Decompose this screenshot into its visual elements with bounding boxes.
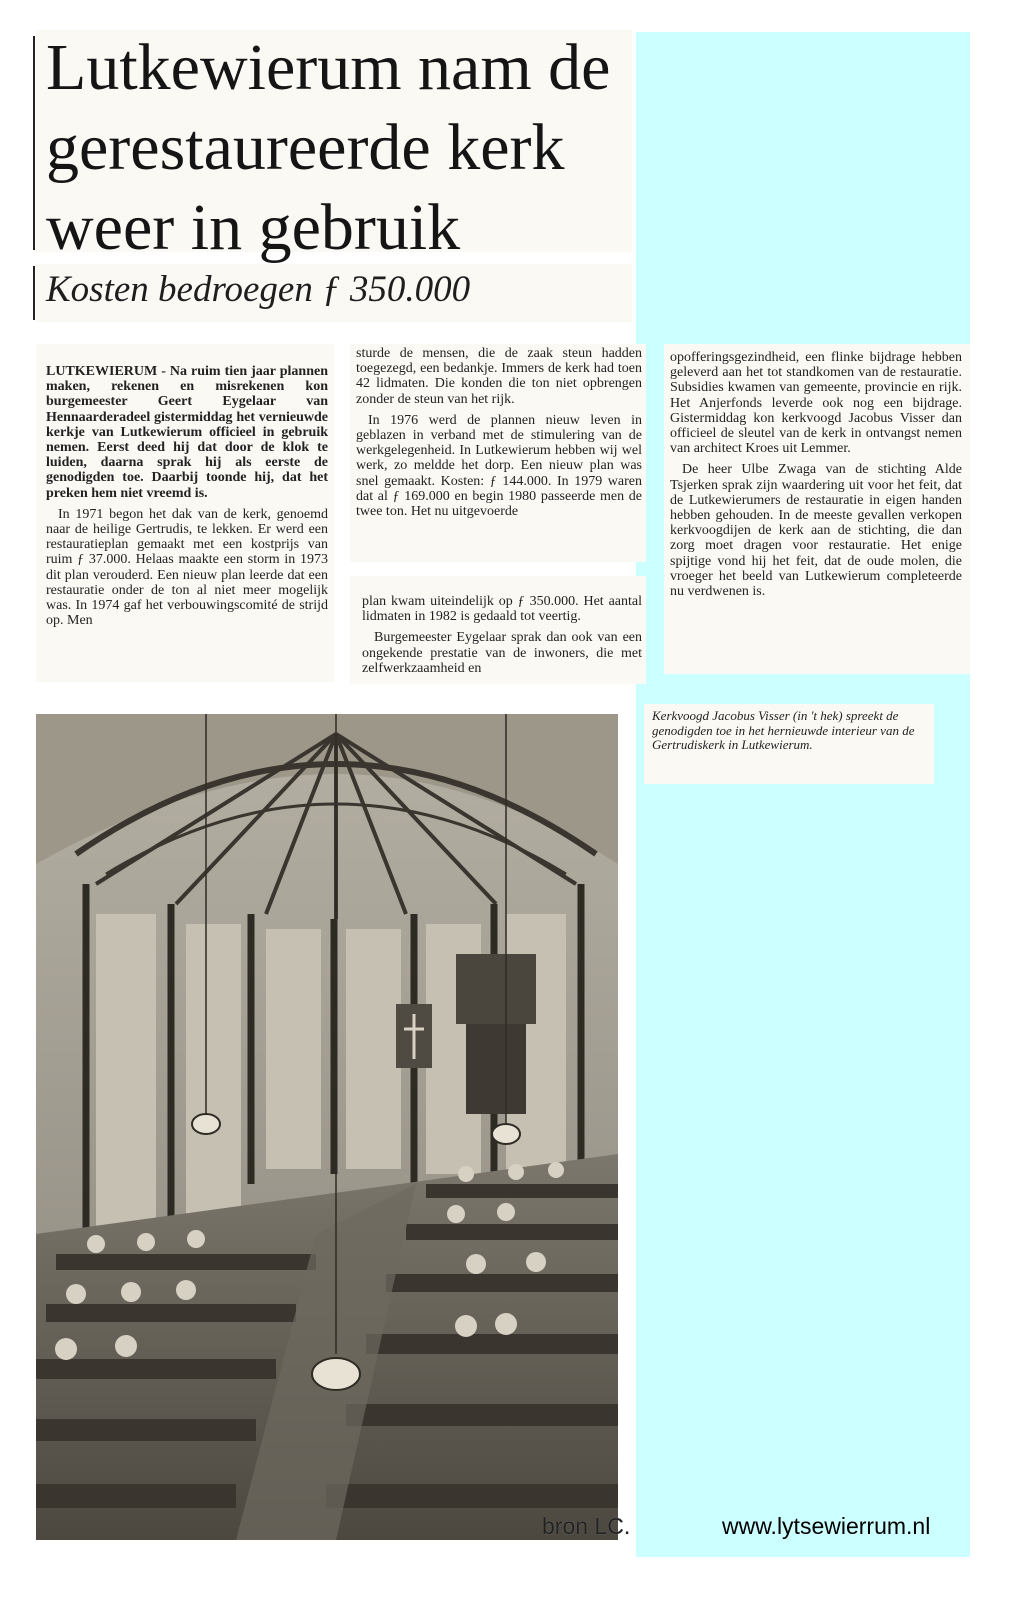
church-interior-photo [36, 714, 618, 1540]
column-3-paragraph-2: De heer Ulbe Zwaga van de stichting Alde Tsjerken sprak zijn waardering uit voor het feit, dat de Lutkewierumers de restauratie in eigen handen hebben gehouden. In de meeste gevallen verkopen kerkvoogdijen de kerk aan de stichting, die dan zorg moet dragen voor restauratie. Het enige spijtige vond hij het feit, dat de oude molen, die vroeger het beeld van Lutkewierum completeerde nu verdwenen is. [670, 462, 962, 600]
source-credit: bron LC. [542, 1513, 631, 1539]
lede-paragraph: LUTKEWIERUM - Na ruim tien jaar plannen maken, rekenen en misrekenen kon burgemeester Geert Eygelaar van Hennaarderadeel gistermiddag het vernieuwde kerkje van Lutkewierum officieel in gebruik nemen. Eerst deed hij dat door de klok te luiden, daarna sprak hij als eerste de genodigden toe. Daarbij toonde hij, dat het preken hem niet vreemd is. [46, 364, 328, 501]
column-3-paragraph-1: opofferingsgezindheid, een flinke bijdrage hebben geleverd aan het tot standkomen van de restauratie. Subsidies kwamen van gemeente, provincie en rijk. Het Anjerfonds leverde ook nog een bijdrage. Gistermiddag kon kerkvoogd Jacobus Visser dan officieel de sleutel van de kerk in ontvangst nemen van architect Kroes uit Lemmer. [670, 350, 962, 457]
subheadline: Kosten bedroegen ƒ 350.000 [46, 269, 471, 310]
column-2a-paragraph-1: sturde de mensen, die de zaak steun hadden toegezegd, een bedankje. Immers de kerk had toen 42 lidmaten. Die konden die ton niet opbrengen zonder de steun van het rijk. [356, 346, 642, 407]
headline-line-2: gerestaureerde kerk [46, 111, 565, 184]
column-1-paragraph: In 1971 begon het dak van de kerk, genoemd naar de heilige Gertrudis, te lekken. Er werd een restauratieplan gemaakt met een kostprijs van ruim ƒ 37.000. Helaas maakte een storm in 1973 dit plan verouderd. Een nieuw plan leerde dat een restauratie onder de ton al niet meer mogelijk was. In 1974 gaf het verbouwingscomité de strijd op. Men [46, 506, 328, 629]
subhead-rule [33, 266, 35, 320]
headline-line-1: Lutkewierum nam de [46, 31, 611, 104]
headline [46, 28, 631, 268]
church-interior-illustration [36, 714, 618, 1540]
photo-caption: Kerkvoogd Jacobus Visser (in 't hek) spreekt de genodigden toe in het hernieuwde interieur van de Gertrudiskerk in Lutkewierum. [652, 708, 915, 752]
column-2b-paragraph-1: plan kwam uiteindelijk op ƒ 350.000. Het aantal lidmaten in 1982 is gedaald tot veertig. [362, 594, 642, 625]
column-2a-paragraph-2: In 1976 werd de plannen nieuw leven in geblazen in verband met de stimulering van de werkgelegenheid. In Lutkewierum hebben wij wel werk, zo meldde het dorp. Een nieuw plan was snel gemaakt. Kosten: ƒ 144.000. In 1979 waren dat al ƒ 169.000 en begin 1980 passeerde men de twee ton. Het nu uitgevoerde [356, 412, 642, 520]
column-2a [356, 346, 642, 558]
column-2b [362, 594, 642, 684]
background-panel [636, 32, 970, 1557]
column-3 [670, 350, 962, 670]
column-2b-paragraph-2: Burgemeester Eygelaar sprak dan ook van een ongekende prestatie van de inwoners, die met zelfwerkzaamheid en [362, 630, 642, 676]
headline-rule [33, 36, 35, 250]
website-url[interactable]: www.lytsewierrum.nl [722, 1513, 931, 1539]
headline-line-3: weer in gebruik [46, 191, 461, 264]
column-1 [46, 364, 328, 678]
